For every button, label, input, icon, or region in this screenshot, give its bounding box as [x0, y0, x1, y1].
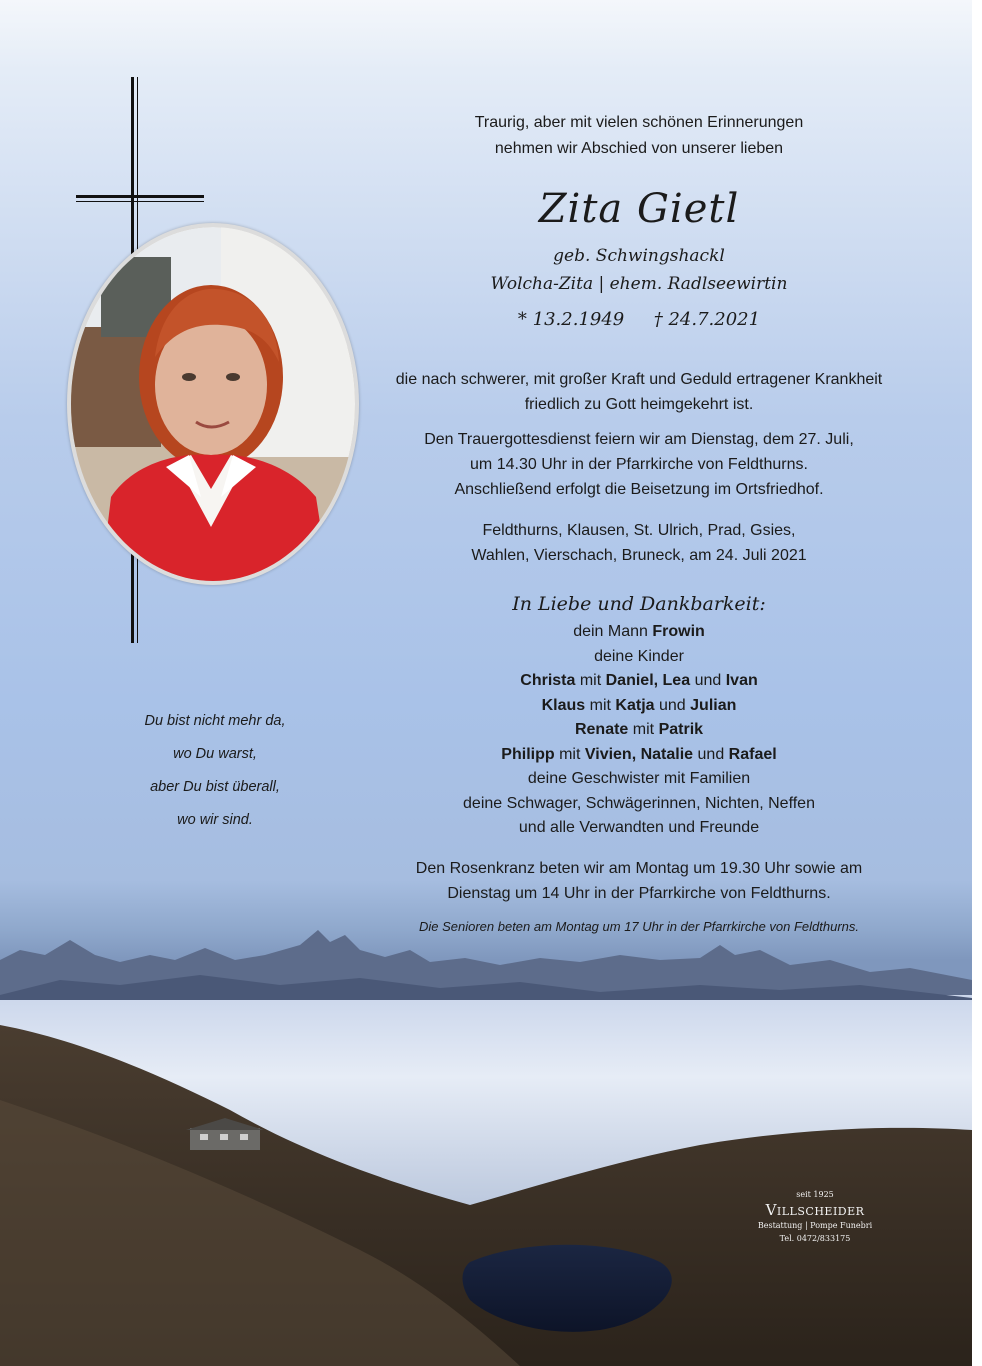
portrait-photo — [71, 227, 355, 581]
poem-line: wo wir sind. — [177, 812, 253, 828]
intro-line: Traurig, aber mit vielen schönen Erinnerungen — [474, 114, 804, 131]
family-line: Christa mit Daniel, Lea und Ivan — [520, 672, 758, 689]
intro-line: nehmen wir Abschied von unserer lieben — [494, 140, 784, 157]
family-line: Philipp mit Vivien, Natalie und Rafael — [501, 745, 777, 763]
intro-text — [365, 110, 913, 162]
logo-since: seit 1925 — [796, 1190, 834, 1199]
poem-line: wo Du warst, — [173, 746, 257, 762]
rosary-paragraph — [365, 856, 913, 906]
family-line: Klaus mit Katja und Julian — [541, 696, 737, 714]
portrait-frame — [67, 223, 359, 585]
places-paragraph — [365, 518, 913, 568]
logo-phone: Tel. 0472/833175 — [779, 1234, 851, 1243]
alias: Wolcha-Zita | ehem. Radlseewirtin — [490, 274, 788, 294]
seniors-note: Die Senioren beten am Montag um 17 Uhr in der Pfarrkirche von Feldthurns. — [418, 919, 860, 934]
funeral-home-logo — [750, 1190, 880, 1246]
poem-line: Du bist nicht mehr da, — [144, 713, 286, 729]
family-line-husband: dein Mann Frowin — [573, 623, 705, 640]
paragraph-line: Feldthurns, Klausen, St. Ulrich, Prad, Gsies, — [482, 522, 796, 539]
paragraph-line: um 14.30 Uhr in der Pfarrkirche von Feldthurns. — [470, 456, 808, 473]
illness-paragraph — [365, 367, 913, 417]
memorial-poem — [100, 705, 330, 837]
paragraph-line: Den Trauergottesdienst feiern wir am Dienstag, dem 27. Juli, — [424, 431, 854, 448]
family-line-inlaws: deine Schwager, Schwägerinnen, Nichten, Neffen — [463, 794, 815, 812]
paragraph-line: Dienstag um 14 Uhr in der Pfarrkirche von Feldthurns. — [447, 885, 831, 902]
cross-horizontal-bar — [76, 195, 204, 198]
paragraph-line: friedlich zu Gott heimgekehrt ist. — [524, 396, 754, 413]
paragraph-line: Den Rosenkranz beten wir am Montag um 19.30 Uhr sowie am — [415, 860, 863, 877]
death-date: † 24.7.2021 — [653, 309, 761, 330]
paragraph-line: die nach schwerer, mit großer Kraft und Geduld ertragener Krankheit — [395, 371, 883, 388]
birth-name: geb. Schwingshackl — [553, 246, 725, 266]
poem-line: aber Du bist überall, — [150, 779, 280, 795]
family-line: Renate mit Patrik — [574, 721, 704, 738]
logo-brand: Villscheider — [765, 1201, 865, 1219]
service-paragraph — [365, 427, 913, 502]
logo-subtitle: Bestattung | Pompe Funebri — [757, 1221, 873, 1230]
family-list — [365, 620, 913, 841]
birth-date: * 13.2.1949 — [517, 309, 625, 330]
family-line-siblings: deine Geschwister mit Familien — [527, 770, 751, 787]
deceased-details — [365, 242, 913, 298]
family-line-children: deine Kinder — [594, 647, 684, 665]
paragraph-line: Wahlen, Vierschach, Bruneck, am 24. Juli 2021 — [471, 547, 807, 564]
paragraph-line: Anschließend erfolgt die Beisetzung im Ortsfriedhof. — [454, 481, 824, 498]
cross-horizontal-line — [76, 201, 204, 202]
deceased-name: Zita Gietl — [538, 186, 740, 232]
portrait-illustration — [71, 227, 355, 581]
thanks-heading: In Liebe und Dankbarkeit: — [512, 593, 766, 615]
family-line-relatives: und alle Verwandten und Freunde — [518, 819, 760, 836]
life-dates — [365, 307, 913, 333]
